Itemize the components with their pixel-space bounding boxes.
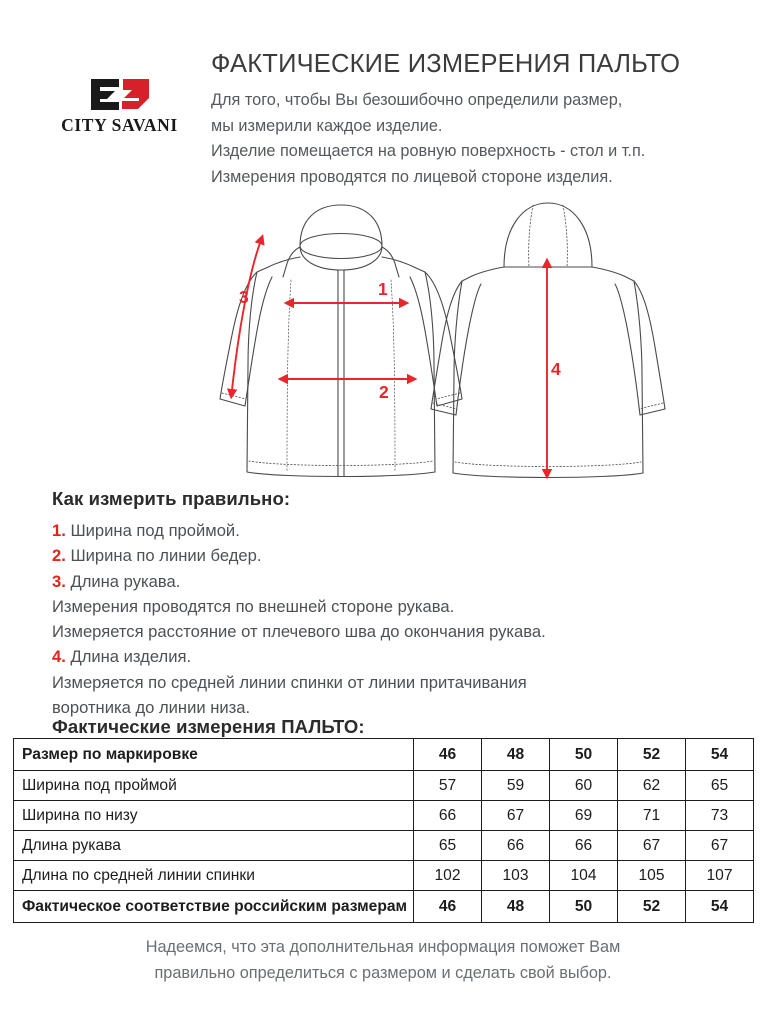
howto-text-4: Измерения проводятся по внешней стороне рукава. (52, 596, 455, 616)
how-to-measure-title: Как измерить правильно: (52, 488, 291, 509)
measure-arrow-1 (293, 279, 400, 303)
row-value: 57 (414, 771, 482, 801)
measure-label-4: 4 (551, 359, 561, 379)
cs-monogram-icon (89, 78, 151, 111)
howto-line-5 (52, 619, 732, 644)
table-footer-value: 46 (414, 891, 482, 923)
row-value: 105 (618, 861, 686, 891)
row-value: 73 (686, 801, 754, 831)
row-label: Длина по средней линии спинки (14, 861, 414, 891)
intro-line-3: Изделие помещается на ровную поверхность - стол и т.п. (211, 142, 646, 160)
row-value: 60 (550, 771, 618, 801)
row-label: Ширина по низу (14, 801, 414, 831)
size-table (13, 738, 754, 923)
table-footer-value: 54 (686, 891, 754, 923)
howto-line-2 (52, 543, 732, 568)
row-value: 62 (618, 771, 686, 801)
table-row (14, 831, 754, 861)
howto-text-7: Измеряется по средней линии спинки от линии притачивания (52, 672, 527, 692)
coat-back-view (431, 203, 665, 478)
howto-line-3 (52, 569, 732, 594)
table-header-label: Размер по маркировке (14, 739, 414, 771)
table-header-size-46: 46 (414, 739, 482, 771)
howto-line-4 (52, 594, 732, 619)
page-title: ФАКТИЧЕСКИЕ ИЗМЕРЕНИЯ ПАЛЬТО (211, 50, 681, 78)
coat-front-view (220, 205, 462, 485)
row-value: 66 (414, 801, 482, 831)
table-row (14, 771, 754, 801)
measurement-diagram (0, 185, 766, 485)
row-value: 69 (550, 801, 618, 831)
row-value: 67 (618, 831, 686, 861)
coat-diagram-svg (0, 185, 766, 485)
measure-label-1: 1 (378, 279, 388, 299)
table-footer-row (14, 891, 754, 923)
footer-line-1: Надеемся, что эта дополнительная информация поможет Вам (145, 938, 621, 956)
howto-text-2: Ширина по линии бедер. (65, 546, 262, 566)
howto-num-6: 4. (52, 647, 66, 667)
intro-line-2: мы измерили каждое изделие. (211, 116, 443, 135)
row-value: 107 (686, 861, 754, 891)
table-row (14, 801, 754, 831)
measure-arrow-2 (287, 379, 408, 402)
howto-text-3: Длина рукава. (65, 571, 181, 591)
how-to-measure-section (52, 488, 732, 720)
howto-text-5: Измеряется расстояние от плечевого шва до окончания рукава. (52, 622, 546, 642)
brand-logo (52, 78, 187, 136)
brand-name: CITY SAVANI (61, 115, 178, 135)
measure-arrow-4 (547, 267, 561, 470)
measure-label-3: 3 (239, 287, 249, 307)
row-value: 65 (686, 771, 754, 801)
table-header-size-50: 50 (550, 739, 618, 771)
table-footer-value: 52 (618, 891, 686, 923)
howto-num-2: 2. (52, 546, 66, 566)
row-value: 59 (482, 771, 550, 801)
row-value: 103 (482, 861, 550, 891)
row-value: 104 (550, 861, 618, 891)
measure-label-2: 2 (379, 382, 389, 402)
intro-text (211, 88, 741, 190)
intro-line-4: Измерения проводятся по лицевой стороне изделия. (211, 167, 613, 186)
howto-line-1 (52, 518, 732, 543)
howto-line-6 (52, 644, 732, 669)
footer-line-2: правильно определиться с размером и сделать свой выбор. (154, 963, 612, 982)
table-header-row (14, 739, 754, 771)
row-value: 66 (482, 831, 550, 861)
table-footer-label: Фактическое соответствие российским размерам (14, 891, 414, 923)
row-label: Длина рукава (14, 831, 414, 861)
size-table-title: Фактические измерения ПАЛЬТО: (52, 716, 365, 737)
intro-line-1: Для того, чтобы Вы безошибочно определили размер, (211, 91, 623, 109)
table-header-size-54: 54 (686, 739, 754, 771)
row-value: 67 (686, 831, 754, 861)
table-footer-value: 50 (550, 891, 618, 923)
row-value: 65 (414, 831, 482, 861)
table-footer-value: 48 (482, 891, 550, 923)
howto-text-8: воротника до линии низа. (52, 698, 251, 718)
howto-num-1: 1. (52, 521, 66, 540)
table-header-size-52: 52 (618, 739, 686, 771)
table-row (14, 861, 754, 891)
howto-text-6: Длина изделия. (65, 647, 192, 667)
page-header (0, 0, 766, 190)
howto-line-7 (52, 670, 732, 695)
howto-text-1: Ширина под проймой. (65, 521, 240, 540)
howto-num-3: 3. (52, 571, 66, 591)
page-footer (0, 935, 766, 986)
row-value: 67 (482, 801, 550, 831)
row-value: 71 (618, 801, 686, 831)
row-label: Ширина под проймой (14, 771, 414, 801)
row-value: 66 (550, 831, 618, 861)
table-header-size-48: 48 (482, 739, 550, 771)
row-value: 102 (414, 861, 482, 891)
